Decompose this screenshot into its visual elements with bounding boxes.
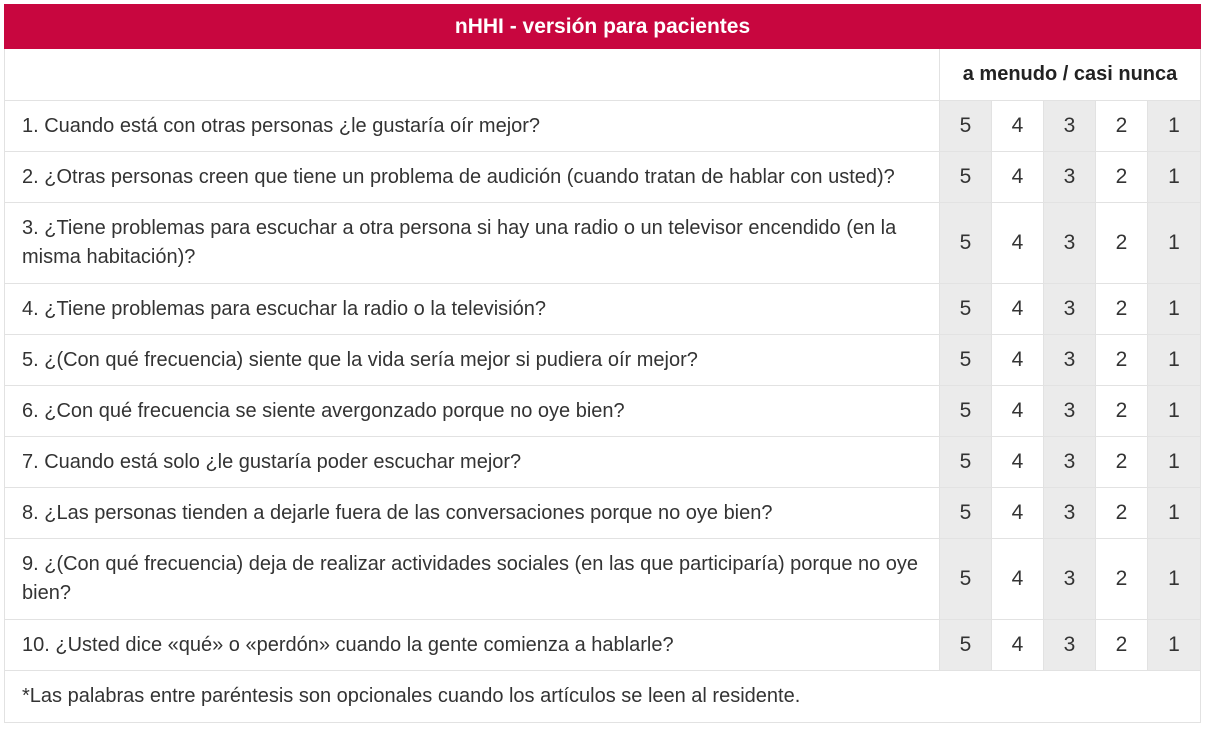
question-row (5, 488, 1201, 539)
rating-option-5[interactable]: 5 (940, 335, 992, 386)
rating-option-5[interactable]: 5 (940, 539, 992, 620)
question-text: 2. ¿Otras personas creen que tiene un problema de audición (cuando tratan de hablar con usted)? (5, 152, 940, 203)
rating-option-2[interactable]: 2 (1096, 437, 1148, 488)
question-text: 1. Cuando está con otras personas ¿le gustaría oír mejor? (5, 101, 940, 152)
question-text: 4. ¿Tiene problemas para escuchar la radio o la televisión? (5, 284, 940, 335)
rating-option-2[interactable]: 2 (1096, 284, 1148, 335)
question-text: 7. Cuando está solo ¿le gustaría poder escuchar mejor? (5, 437, 940, 488)
rating-option-5[interactable]: 5 (940, 488, 992, 539)
question-row (5, 386, 1201, 437)
rating-option-2[interactable]: 2 (1096, 488, 1148, 539)
rating-option-3[interactable]: 3 (1044, 620, 1096, 671)
rating-option-4[interactable]: 4 (992, 386, 1044, 437)
rating-option-2[interactable]: 2 (1096, 386, 1148, 437)
rating-option-2[interactable]: 2 (1096, 335, 1148, 386)
rating-option-3[interactable]: 3 (1044, 437, 1096, 488)
rating-option-3[interactable]: 3 (1044, 203, 1096, 284)
nhhi-table (4, 4, 1201, 723)
footnote: *Las palabras entre paréntesis son opcionales cuando los artículos se leen al residente. (5, 671, 1201, 723)
question-row (5, 437, 1201, 488)
rating-option-2[interactable]: 2 (1096, 203, 1148, 284)
title-row (5, 5, 1201, 49)
table-title: nHHI - versión para pacientes (5, 5, 1201, 49)
rating-option-5[interactable]: 5 (940, 101, 992, 152)
question-text: 5. ¿(Con qué frecuencia) siente que la vida sería mejor si pudiera oír mejor? (5, 335, 940, 386)
rating-option-3[interactable]: 3 (1044, 101, 1096, 152)
question-text: 6. ¿Con qué frecuencia se siente avergonzado porque no oye bien? (5, 386, 940, 437)
rating-option-1[interactable]: 1 (1148, 203, 1201, 284)
rating-option-2[interactable]: 2 (1096, 620, 1148, 671)
rating-option-5[interactable]: 5 (940, 152, 992, 203)
rating-option-1[interactable]: 1 (1148, 488, 1201, 539)
question-row (5, 539, 1201, 620)
rating-option-4[interactable]: 4 (992, 437, 1044, 488)
question-row (5, 152, 1201, 203)
scale-header: a menudo / casi nunca (940, 49, 1201, 101)
rating-option-3[interactable]: 3 (1044, 386, 1096, 437)
rating-option-2[interactable]: 2 (1096, 152, 1148, 203)
rating-option-1[interactable]: 1 (1148, 335, 1201, 386)
question-row (5, 101, 1201, 152)
rating-option-4[interactable]: 4 (992, 488, 1044, 539)
rating-option-5[interactable]: 5 (940, 203, 992, 284)
rating-option-4[interactable]: 4 (992, 620, 1044, 671)
survey-container (4, 4, 1200, 723)
question-text: 10. ¿Usted dice «qué» o «perdón» cuando la gente comienza a hablarle? (5, 620, 940, 671)
rating-option-1[interactable]: 1 (1148, 152, 1201, 203)
rating-option-5[interactable]: 5 (940, 437, 992, 488)
rating-option-5[interactable]: 5 (940, 284, 992, 335)
rating-option-3[interactable]: 3 (1044, 152, 1096, 203)
rating-option-4[interactable]: 4 (992, 539, 1044, 620)
rating-option-4[interactable]: 4 (992, 203, 1044, 284)
header-blank-cell (5, 49, 940, 101)
rating-option-3[interactable]: 3 (1044, 539, 1096, 620)
rating-option-3[interactable]: 3 (1044, 284, 1096, 335)
question-text: 3. ¿Tiene problemas para escuchar a otra persona si hay una radio o un televisor encendido (en la misma habitación)? (5, 203, 940, 284)
rating-option-5[interactable]: 5 (940, 386, 992, 437)
rating-option-1[interactable]: 1 (1148, 284, 1201, 335)
rating-option-1[interactable]: 1 (1148, 101, 1201, 152)
footnote-row (5, 671, 1201, 723)
rating-option-3[interactable]: 3 (1044, 488, 1096, 539)
question-text: 9. ¿(Con qué frecuencia) deja de realizar actividades sociales (en las que participaría) porque no oye bien? (5, 539, 940, 620)
rating-option-1[interactable]: 1 (1148, 620, 1201, 671)
question-row (5, 203, 1201, 284)
rating-option-4[interactable]: 4 (992, 335, 1044, 386)
rating-option-2[interactable]: 2 (1096, 101, 1148, 152)
rating-option-4[interactable]: 4 (992, 152, 1044, 203)
question-row (5, 335, 1201, 386)
rating-option-2[interactable]: 2 (1096, 539, 1148, 620)
header-row (5, 49, 1201, 101)
rating-option-4[interactable]: 4 (992, 101, 1044, 152)
rating-option-5[interactable]: 5 (940, 620, 992, 671)
rating-option-1[interactable]: 1 (1148, 386, 1201, 437)
question-text: 8. ¿Las personas tienden a dejarle fuera de las conversaciones porque no oye bien? (5, 488, 940, 539)
question-row (5, 284, 1201, 335)
rating-option-3[interactable]: 3 (1044, 335, 1096, 386)
rating-option-4[interactable]: 4 (992, 284, 1044, 335)
rating-option-1[interactable]: 1 (1148, 437, 1201, 488)
rating-option-1[interactable]: 1 (1148, 539, 1201, 620)
question-row (5, 620, 1201, 671)
